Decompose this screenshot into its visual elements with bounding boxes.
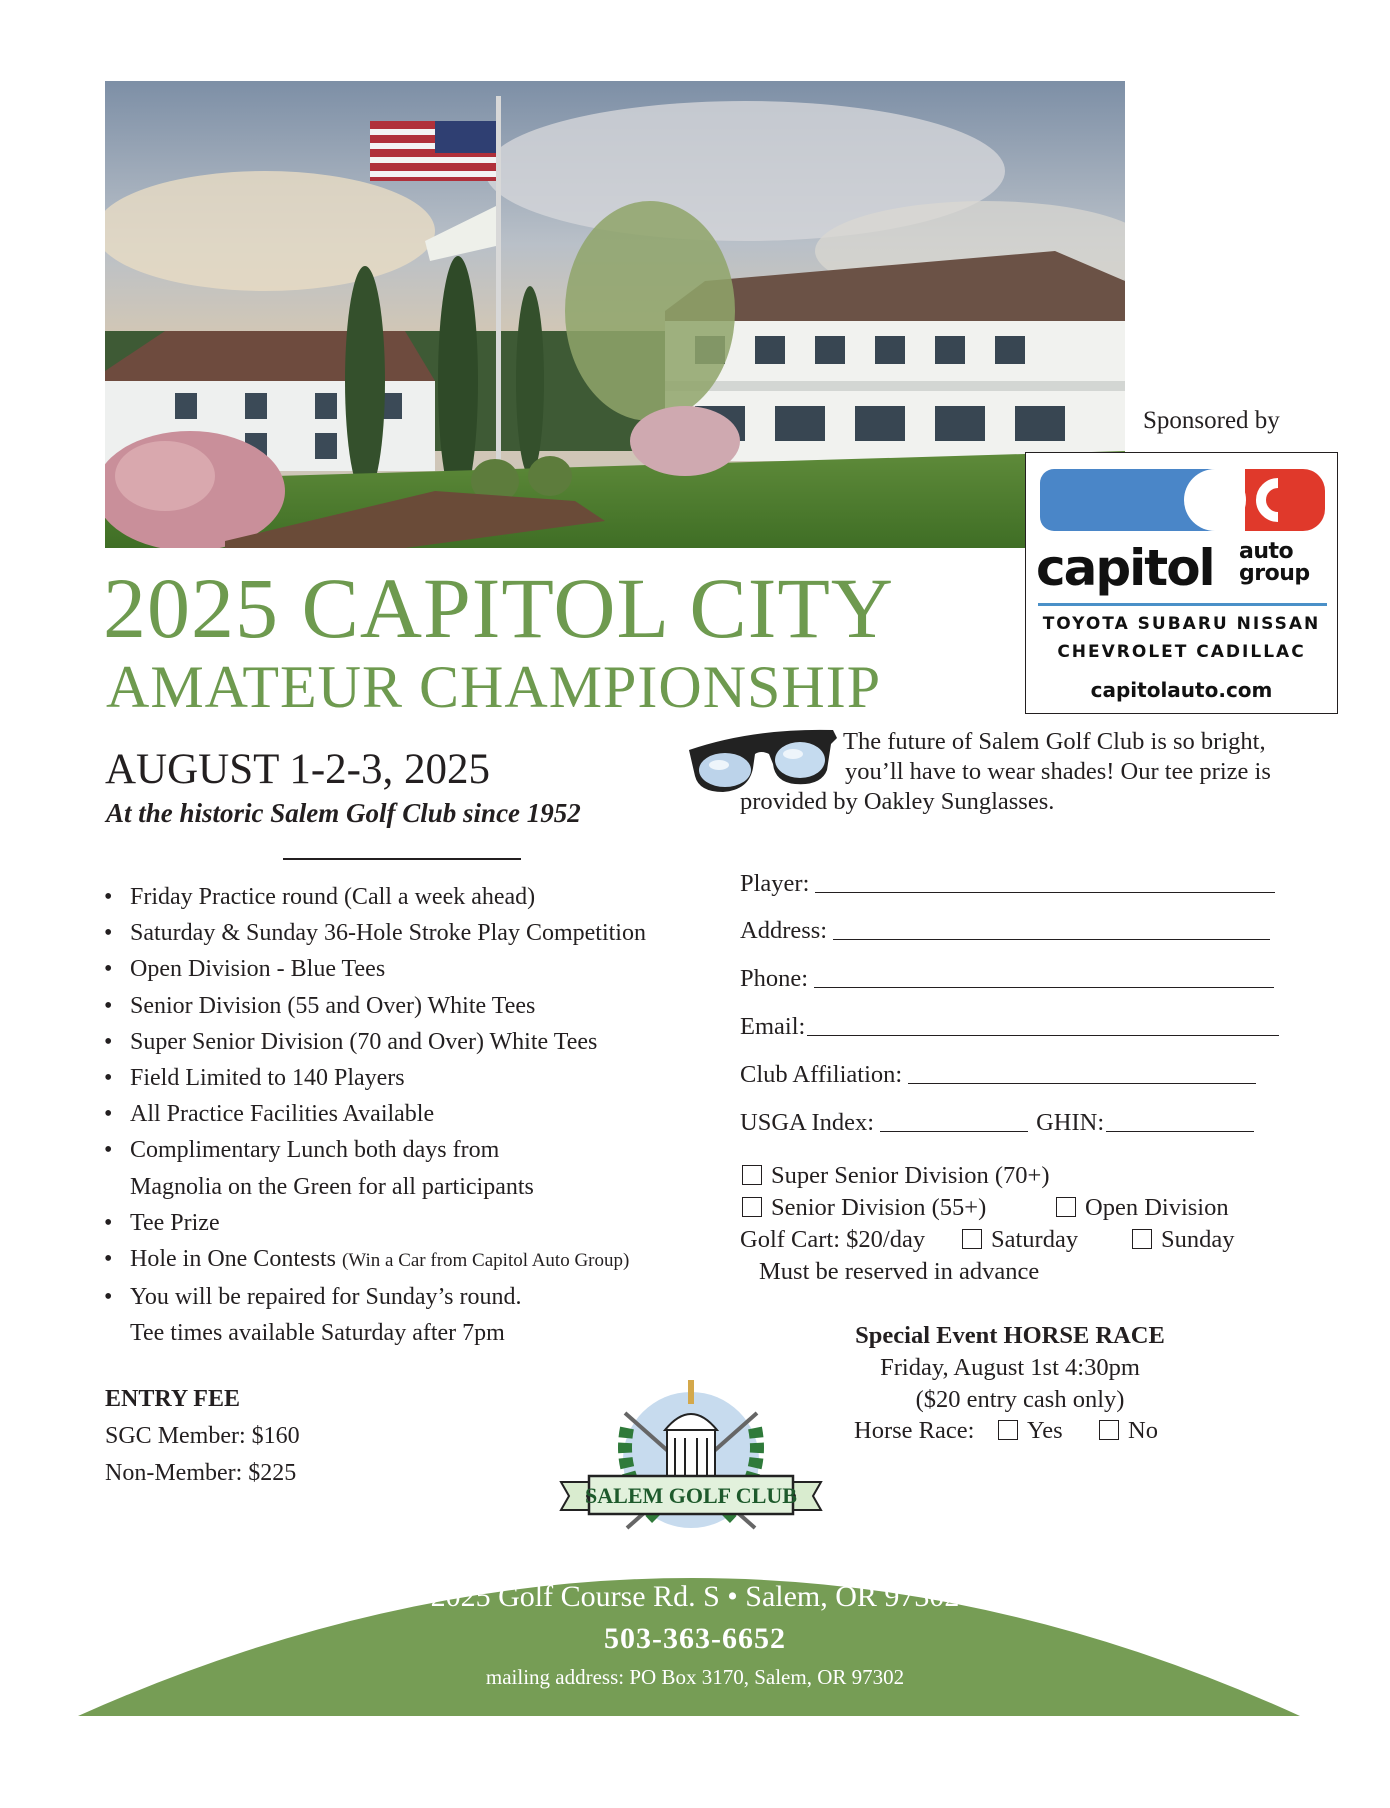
senior-checkbox[interactable]: [742, 1197, 762, 1217]
list-item: • Friday Practice round (Call a week ahead): [104, 879, 724, 915]
hero-photo: [105, 81, 1125, 548]
horse-race-no-option[interactable]: [1099, 1417, 1158, 1445]
list-item: [104, 1279, 724, 1351]
logo-text: SALEM GOLF CLUB: [585, 1483, 797, 1508]
list-item-text-cont: Magnolia on the Green for all participants: [130, 1173, 534, 1200]
cart-saturday-checkbox[interactable]: [962, 1229, 982, 1249]
promo-line-3: provided by Oakley Sunglasses.: [740, 788, 1055, 815]
usga-index-input-line[interactable]: [880, 1130, 1028, 1132]
list-item-text: Hole in One Contests: [130, 1246, 336, 1273]
cart-saturday-option[interactable]: [962, 1226, 1078, 1254]
horse-race-heading: Special Event HORSE RACE: [855, 1322, 1165, 1349]
address-field[interactable]: [740, 917, 1270, 945]
auto-word: auto: [1239, 539, 1294, 564]
list-item: [104, 1132, 724, 1204]
club-affiliation-field[interactable]: [740, 1061, 1256, 1089]
event-features-list: [104, 879, 724, 1352]
phone-label: Phone:: [740, 965, 809, 992]
club-mailing-address: mailing address: PO Box 3170, Salem, OR 97302: [485, 1665, 905, 1689]
email-input-line[interactable]: [807, 1034, 1279, 1036]
super-senior-option[interactable]: [742, 1162, 1050, 1190]
sponsor-divider: [1038, 603, 1327, 606]
horse-race-yes-option[interactable]: [998, 1417, 1063, 1445]
cart-saturday-label: Saturday: [991, 1226, 1079, 1253]
usga-index-field[interactable]: [740, 1109, 1254, 1137]
list-item: • Super Senior Division (70 and Over) White Tees: [104, 1024, 724, 1060]
entry-fee-heading: ENTRY FEE: [105, 1386, 240, 1412]
club-address: 2025 Golf Course Rd. S • Salem, OR 97302: [430, 1580, 960, 1613]
sponsored-by-label: Sponsored by: [1143, 407, 1280, 434]
horse-race-when: Friday, August 1st 4:30pm: [880, 1354, 1140, 1381]
open-division-option[interactable]: [1056, 1194, 1229, 1222]
list-item: • Senior Division (55 and Over) White Tees: [104, 988, 724, 1024]
horse-race-no-checkbox[interactable]: [1099, 1420, 1119, 1440]
senior-option[interactable]: [742, 1194, 986, 1222]
event-subtitle: AMATEUR CHAMPIONSHIP: [106, 654, 882, 720]
ghin-input-line[interactable]: [1106, 1130, 1254, 1132]
email-field[interactable]: [740, 1013, 1279, 1041]
section-divider: [283, 858, 521, 860]
ghin-label: GHIN:: [1036, 1109, 1105, 1136]
sponsor-logo-box: [1025, 452, 1338, 714]
club-affiliation-label: Club Affiliation:: [740, 1061, 903, 1088]
golf-cart-label: Golf Cart: $20/day: [740, 1226, 926, 1253]
list-item: • All Practice Facilities Available: [104, 1096, 724, 1132]
open-division-label: Open Division: [1085, 1194, 1229, 1221]
player-label: Player:: [740, 870, 810, 897]
horse-race-yes-checkbox[interactable]: [998, 1420, 1018, 1440]
cart-sunday-label: Sunday: [1161, 1226, 1235, 1253]
event-title: 2025 CAPITOL CITY: [103, 560, 894, 656]
promo-line-2: you’ll have to wear shades! Our tee prize is: [845, 758, 1271, 785]
address-input-line[interactable]: [833, 938, 1270, 940]
list-item-text-cont: Tee times available Saturday after 7pm: [130, 1320, 505, 1347]
list-item-text: Complimentary Lunch both days from: [130, 1137, 500, 1164]
entry-fee-member: SGC Member: $160: [105, 1423, 300, 1449]
brands-line-1: TOYOTA SUBARU NISSAN: [1042, 614, 1321, 634]
open-division-checkbox[interactable]: [1056, 1197, 1076, 1217]
sponsor-url: capitolauto.com: [1090, 678, 1273, 702]
address-label: Address:: [740, 917, 828, 944]
player-input-line[interactable]: [815, 891, 1275, 893]
horse-race-no-label: No: [1128, 1417, 1158, 1444]
phone-input-line[interactable]: [814, 986, 1274, 988]
cart-sunday-checkbox[interactable]: [1132, 1229, 1152, 1249]
cart-note: Must be reserved in advance: [759, 1258, 1040, 1285]
group-word: group: [1239, 561, 1310, 586]
list-item-note: (Win a Car from Capitol Auto Group): [341, 1250, 630, 1272]
cart-sunday-option[interactable]: [1132, 1226, 1235, 1254]
tee-prize-promo: [740, 727, 1330, 817]
super-senior-checkbox[interactable]: [742, 1165, 762, 1185]
email-label: Email:: [740, 1013, 806, 1040]
capitol-auto-logo-mark: [1040, 469, 1325, 531]
super-senior-label: Super Senior Division (70+): [771, 1162, 1050, 1189]
phone-field[interactable]: [740, 965, 1274, 993]
horse-race-fee: ($20 entry cash only): [915, 1386, 1125, 1413]
usga-index-label: USGA Index:: [740, 1109, 875, 1136]
list-item: [104, 1241, 724, 1279]
player-field[interactable]: [740, 870, 1275, 898]
horse-race-yes-label: Yes: [1027, 1417, 1063, 1444]
salem-golf-club-logo: [557, 1368, 825, 1558]
list-item: • Field Limited to 140 Players: [104, 1060, 724, 1096]
brands-line-2: CHEVROLET CADILLAC: [1057, 642, 1306, 662]
horse-race-label: Horse Race:: [854, 1417, 975, 1444]
entry-fee-non-member: Non-Member: $225: [105, 1460, 297, 1486]
list-item: • Tee Prize: [104, 1205, 724, 1241]
senior-label: Senior Division (55+): [771, 1194, 987, 1221]
promo-line-1: The future of Salem Golf Club is so bright,: [843, 728, 1266, 755]
list-item-text: You will be repaired for Sunday’s round.: [130, 1284, 522, 1311]
capitol-wordmark: capitol: [1036, 539, 1214, 597]
club-phone[interactable]: 503-363-6652: [604, 1622, 786, 1655]
event-venue: At the historic Salem Golf Club since 1952: [106, 798, 581, 828]
event-dates: AUGUST 1-2-3, 2025: [105, 746, 491, 793]
auto-group-wordmark: [1239, 541, 1310, 585]
list-item: • Saturday & Sunday 36-Hole Stroke Play Competition: [104, 915, 724, 951]
club-affiliation-input-line[interactable]: [908, 1082, 1256, 1084]
list-item: • Open Division - Blue Tees: [104, 951, 724, 987]
